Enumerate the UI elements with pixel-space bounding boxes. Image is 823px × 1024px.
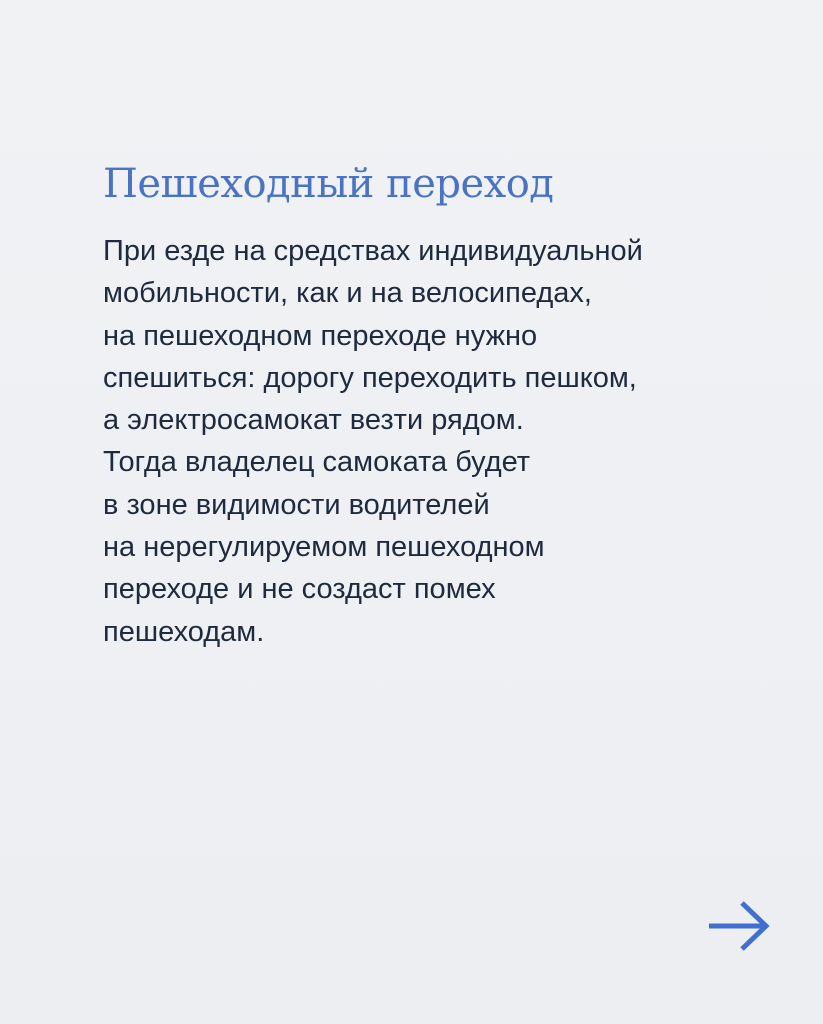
body-line: При езде на средствах индивидуальной (103, 235, 643, 267)
next-slide-button[interactable] (706, 898, 772, 954)
body-line: а электросамокат везти рядом. (103, 404, 524, 437)
body-line: на пешеходном переходе нужно (103, 319, 538, 352)
arrow-right-icon (706, 898, 772, 954)
body-line: пешеходам. (103, 615, 265, 648)
body-line: Тогда владелец самоката будет (103, 446, 531, 479)
body-line: мобильности, как и на велосипедах, (103, 277, 592, 310)
slide-body (103, 230, 793, 653)
body-line: переходе и не создаст помех (103, 573, 496, 606)
slide-title: Пешеходный переход (103, 161, 554, 207)
body-line: спешиться: дорогу переходить пешком, (103, 361, 637, 394)
body-line: на нерегулируемом пешеходном (103, 531, 545, 564)
body-line: в зоне видимости водителей (103, 488, 490, 521)
